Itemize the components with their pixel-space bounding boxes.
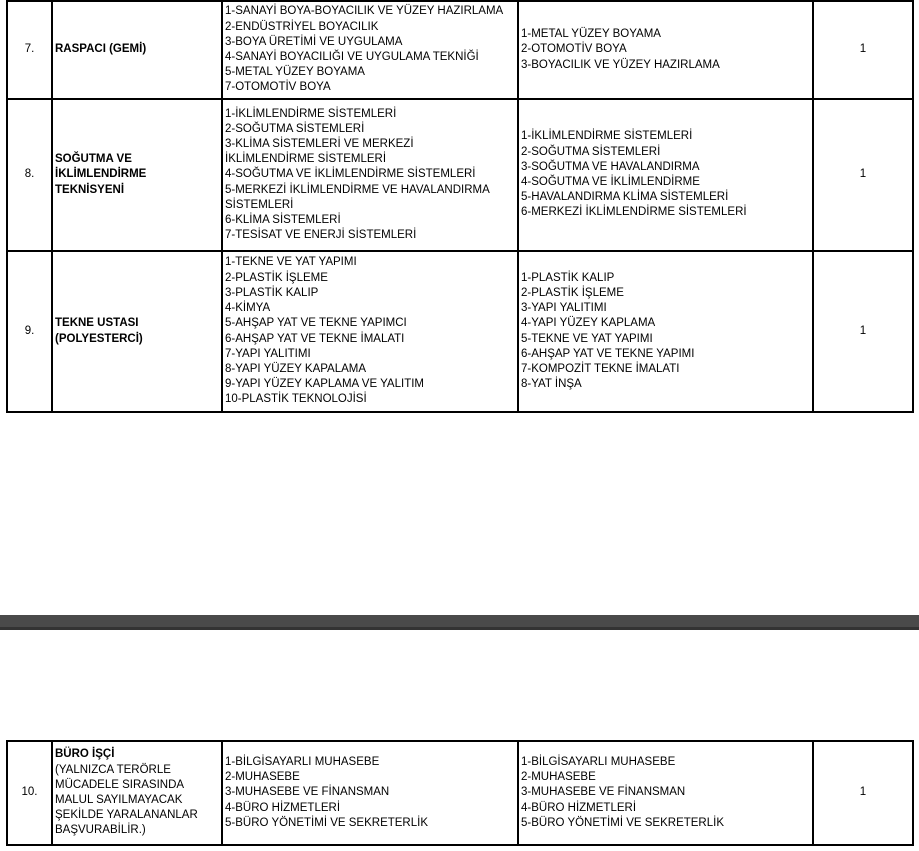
program-item: 3-YAPI YALITIMI xyxy=(521,302,607,315)
field-item: 2-SOĞUTMA SİSTEMLERİ xyxy=(225,122,365,135)
program-item: 6-MERKEZİ İKLİMLENDİRME SİSTEMLERİ xyxy=(521,206,747,219)
job-title-line: BÜRO İŞÇİ xyxy=(55,748,115,761)
field-item: 7-OTOMOTİV BOYA xyxy=(225,81,331,94)
job-title-cell xyxy=(52,1,222,99)
job-note-line: BAŞVURABİLİR.) xyxy=(55,824,146,837)
program-item: 5-HAVALANDIRMA KLİMA SİSTEMLERİ xyxy=(521,191,729,204)
field-item: 5-METAL YÜZEY BOYAMA xyxy=(225,66,365,79)
programs-cell xyxy=(518,99,813,251)
page-separator xyxy=(0,615,919,630)
job-title-line: TEKNE USTASI xyxy=(55,317,139,330)
field-item: 3-BOYA ÜRETİMİ VE UYGULAMA xyxy=(225,35,403,48)
education-fields-cell xyxy=(222,99,518,251)
requirements-table-top xyxy=(6,0,914,413)
program-item: 4-BÜRO HİZMETLERİ xyxy=(521,801,637,814)
position-count: 1 xyxy=(813,1,913,99)
education-fields-cell xyxy=(222,251,518,412)
program-item: 4-SOĞUTMA VE İKLİMLENDİRME xyxy=(521,176,700,188)
job-title-cell xyxy=(52,741,222,845)
job-title-line: TEKNİSYENİ xyxy=(55,183,125,196)
program-item: 3-BOYACILIK VE YÜZEY HAZIRLAMA xyxy=(521,58,720,71)
program-item: 1-METAL YÜZEY BOYAMA xyxy=(521,28,661,41)
program-item: 1-İKLİMLENDİRME SİSTEMLERİ xyxy=(521,130,693,143)
field-item: 4-BÜRO HİZMETLERİ xyxy=(225,801,341,814)
field-item: 2-PLASTİK İŞLEME xyxy=(225,271,328,284)
field-item: 3-KLİMA SİSTEMLERİ VE MERKEZİ xyxy=(225,137,414,150)
programs-cell xyxy=(518,741,813,845)
field-item: İKLİMLENDİRME SİSTEMLERİ xyxy=(225,153,387,166)
row-number: 8. xyxy=(7,99,52,251)
job-note-line: MALUL SAYILMAYACAK xyxy=(55,794,183,806)
job-title-line: (POLYESTERCİ) xyxy=(55,332,143,345)
field-item: 10-PLASTİK TEKNOLOJİSİ xyxy=(225,393,367,406)
field-item: 7-TESİSAT VE ENERJİ SİSTEMLERİ xyxy=(225,229,417,242)
row-number: 7. xyxy=(7,1,52,99)
field-item: 5-MERKEZİ İKLİMLENDİRME VE HAVALANDIRMA xyxy=(225,183,490,196)
education-fields-cell xyxy=(222,741,518,845)
field-item: 5-BÜRO YÖNETİMİ VE SEKRETERLİK xyxy=(225,816,429,829)
field-item: 5-AHŞAP YAT VE TEKNE YAPIMCI xyxy=(225,317,407,330)
program-item: 5-TEKNE VE YAT YAPIMI xyxy=(521,332,653,345)
field-item: 9-YAPI YÜZEY KAPLAMA VE YALITIM xyxy=(225,378,424,391)
field-item: SİSTEMLERİ xyxy=(225,198,294,211)
job-title-line: SOĞUTMA VE xyxy=(55,153,132,166)
job-note-line: (YALNIZCA TERÖRLE xyxy=(55,763,171,776)
job-title-line: İKLİMLENDİRME xyxy=(55,168,147,181)
field-item: 8-YAPI YÜZEY KAPALAMA xyxy=(225,362,367,375)
field-item: 7-YAPI YALITIMI xyxy=(225,347,311,360)
program-item: 3-SOĞUTMA VE HAVALANDIRMA xyxy=(521,160,700,173)
table-row xyxy=(7,741,913,845)
field-item: 6-KLİMA SİSTEMLERİ xyxy=(225,214,341,226)
table-row xyxy=(7,99,913,251)
field-item: 1-SANAYİ BOYA-BOYACILIK VE YÜZEY HAZIRLAMA xyxy=(225,5,504,18)
field-item: 4-SANAYİ BOYACILIĞI VE UYGULAMA TEKNİĞİ xyxy=(225,51,479,63)
field-item: 3-MUHASEBE VE FİNANSMAN xyxy=(225,786,390,799)
table-row xyxy=(7,251,913,412)
program-item: 5-BÜRO YÖNETİMİ VE SEKRETERLİK xyxy=(521,816,725,829)
position-count: 1 xyxy=(813,99,913,251)
field-item: 4-SOĞUTMA VE İKLİMLENDİRME SİSTEMLERİ xyxy=(225,168,476,181)
program-item: 2-PLASTİK İŞLEME xyxy=(521,286,624,299)
programs-cell xyxy=(518,251,813,412)
program-item: 2-OTOMOTİV BOYA xyxy=(521,43,627,56)
field-item: 1-TEKNE VE YAT YAPIMI xyxy=(225,256,357,269)
education-fields-cell xyxy=(222,1,518,99)
program-item: 2-MUHASEBE xyxy=(521,771,596,784)
program-item: 2-SOĞUTMA SİSTEMLERİ xyxy=(521,145,661,158)
job-note-line: ŞEKİLDE YARALANANLAR xyxy=(55,809,198,822)
program-item: 1-BİLGİSAYARLI MUHASEBE xyxy=(521,755,676,768)
row-number: 10. xyxy=(7,741,52,845)
requirements-table-bottom xyxy=(6,740,914,846)
job-title-cell xyxy=(52,99,222,251)
field-item: 2-ENDÜSTRİYEL BOYACILIK xyxy=(225,20,379,33)
programs-cell xyxy=(518,1,813,99)
job-title-line: RASPACI (GEMİ) xyxy=(55,43,147,56)
job-title-cell xyxy=(52,251,222,412)
job-note-line: MÜCADELE SIRASINDA xyxy=(55,778,185,791)
field-item: 1-BİLGİSAYARLI MUHASEBE xyxy=(225,755,380,768)
field-item: 1-İKLİMLENDİRME SİSTEMLERİ xyxy=(225,107,397,120)
program-item: 8-YAT İNŞA xyxy=(521,378,582,391)
position-count: 1 xyxy=(813,741,913,845)
field-item: 6-AHŞAP YAT VE TEKNE İMALATI xyxy=(225,332,405,345)
program-item: 7-KOMPOZİT TEKNE İMALATI xyxy=(521,362,680,375)
program-item: 4-YAPI YÜZEY KAPLAMA xyxy=(521,317,656,330)
position-count: 1 xyxy=(813,251,913,412)
field-item: 4-KİMYA xyxy=(225,302,271,315)
table-row xyxy=(7,1,913,99)
program-item: 6-AHŞAP YAT VE TEKNE YAPIMI xyxy=(521,347,695,360)
field-item: 2-MUHASEBE xyxy=(225,771,300,784)
program-item: 3-MUHASEBE VE FİNANSMAN xyxy=(521,786,686,799)
program-item: 1-PLASTİK KALIP xyxy=(521,271,615,284)
row-number: 9. xyxy=(7,251,52,412)
field-item: 3-PLASTİK KALIP xyxy=(225,286,319,299)
